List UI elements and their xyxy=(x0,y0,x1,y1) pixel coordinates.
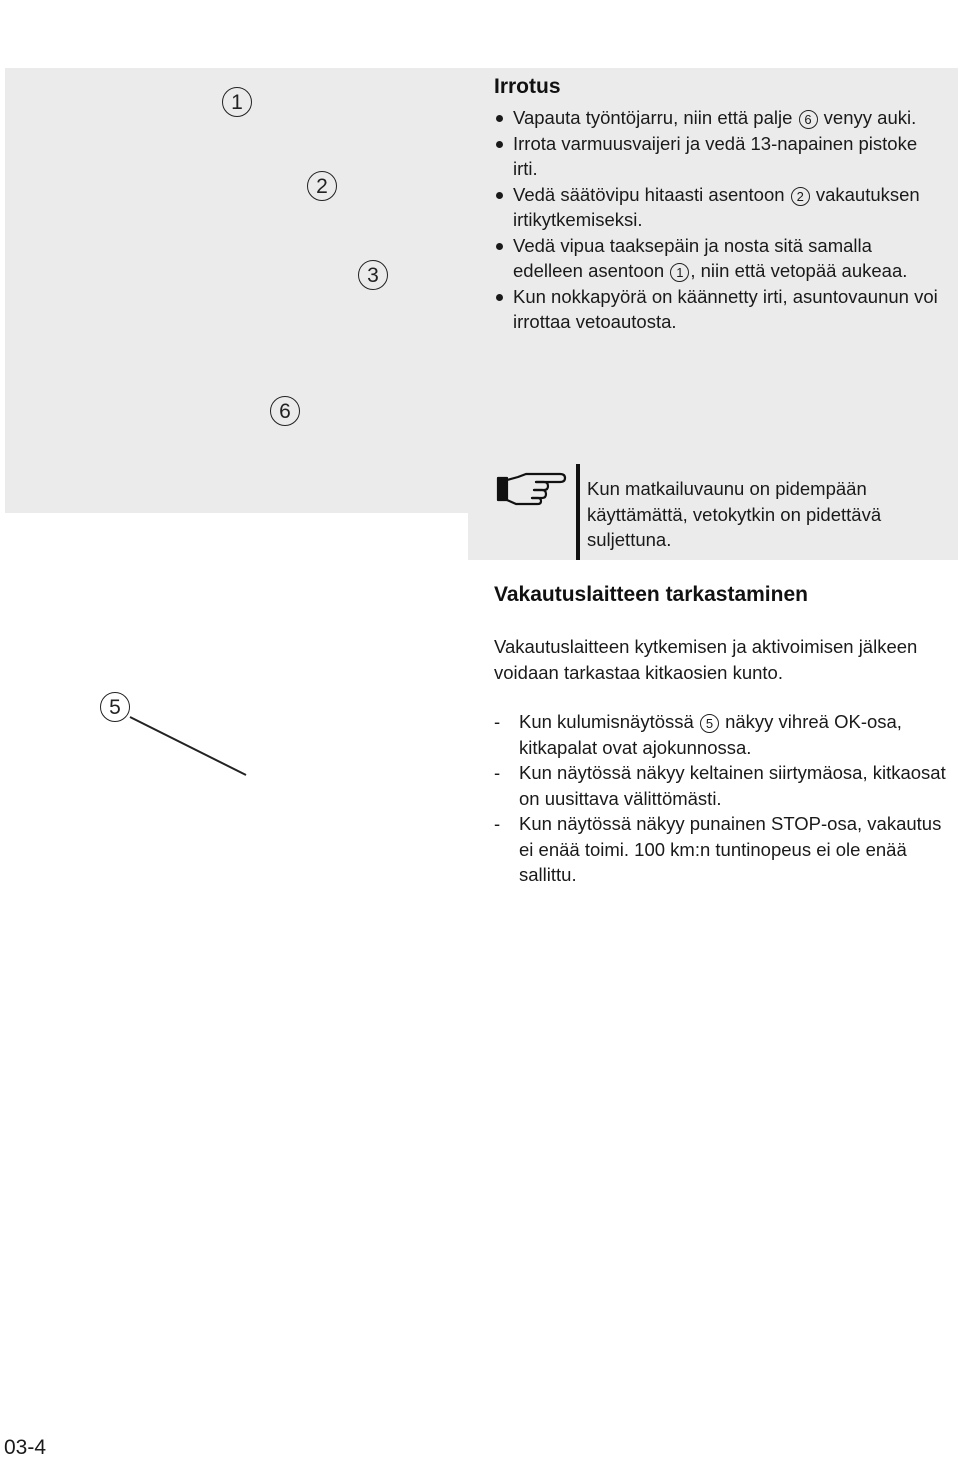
ref-number: 6 xyxy=(799,110,818,129)
item-text: Vedä säätövipu hitaasti asentoon xyxy=(513,183,790,205)
item-text: Kun näytössä näkyy keltainen siirtymäosa, kitkaosat on uusittava välittömästi. xyxy=(519,762,946,809)
section-title-vakautus: Vakautuslaitteen tarkastaminen xyxy=(494,583,808,606)
note-text: Kun matkailuvaunu on pidempään käyttämättä, vetokytkin on pidettävä suljettuna. xyxy=(587,478,882,550)
ref-number: 5 xyxy=(700,714,719,733)
list-item xyxy=(494,811,954,888)
callout-5: 5 xyxy=(100,692,130,722)
dash-marker: - xyxy=(494,711,501,732)
bullet-icon xyxy=(496,243,503,250)
bullet-icon xyxy=(496,141,503,148)
list-item xyxy=(494,760,954,811)
ref-number: 2 xyxy=(791,187,810,206)
pointing-hand-icon xyxy=(496,470,568,508)
item-text: Vedä vipua taaksepäin ja nosta sitä samalla edelleen asentoon xyxy=(513,234,872,281)
item-text: Irrota varmuusvaijeri ja vedä 13-napainen pistoke irti. xyxy=(513,132,918,179)
bullet-icon xyxy=(496,115,503,122)
callout-1: 1 xyxy=(222,87,252,117)
section-title-irrotus: Irrotus xyxy=(494,75,561,98)
item-text: Kun näytössä näkyy punainen STOP-osa, vakautus ei enää toimi. 100 km:n tuntinopeus ei ole enää sallittu. xyxy=(519,813,942,885)
dash-marker: - xyxy=(494,762,501,783)
irrotus-bullet-list xyxy=(494,105,944,335)
callout-6: 6 xyxy=(270,396,300,426)
list-item xyxy=(494,182,944,233)
note-divider xyxy=(576,464,580,560)
item-text: vakautuksen irtikytkemiseksi. xyxy=(513,183,920,230)
vakautus-dash-list xyxy=(494,709,954,888)
ref-number: 1 xyxy=(670,263,689,282)
item-text: venyy auki. xyxy=(818,107,917,128)
item-text: näkyy vihreä OK-osa, kitkapalat ovat ajokunnossa. xyxy=(519,711,902,758)
list-item xyxy=(494,284,944,335)
item-text: , niin että vetopää aukeaa. xyxy=(690,260,908,281)
list-item xyxy=(494,105,944,131)
intro-paragraph: Vakautuslaitteen kytkemisen ja aktivoimisen jälkeen voidaan tarkastaa kitkaosien kunto. xyxy=(494,636,918,683)
list-item xyxy=(494,131,944,182)
item-text: Kun nokkapyörä on käännetty irti, asuntovaunun voi irrottaa vetoautosta. xyxy=(513,285,938,332)
callout-3: 3 xyxy=(358,260,388,290)
bullet-icon xyxy=(496,192,503,199)
figure-image-area xyxy=(5,68,468,513)
list-item xyxy=(494,233,944,284)
item-text: Vapauta työntöjarru, niin että palje xyxy=(513,107,798,128)
page-number: 03-4 xyxy=(4,1436,47,1459)
dash-marker: - xyxy=(494,813,501,834)
list-item xyxy=(494,709,954,760)
callout-2: 2 xyxy=(307,171,337,201)
bullet-icon xyxy=(496,294,503,301)
item-text: Kun kulumisnäytössä xyxy=(519,711,699,732)
